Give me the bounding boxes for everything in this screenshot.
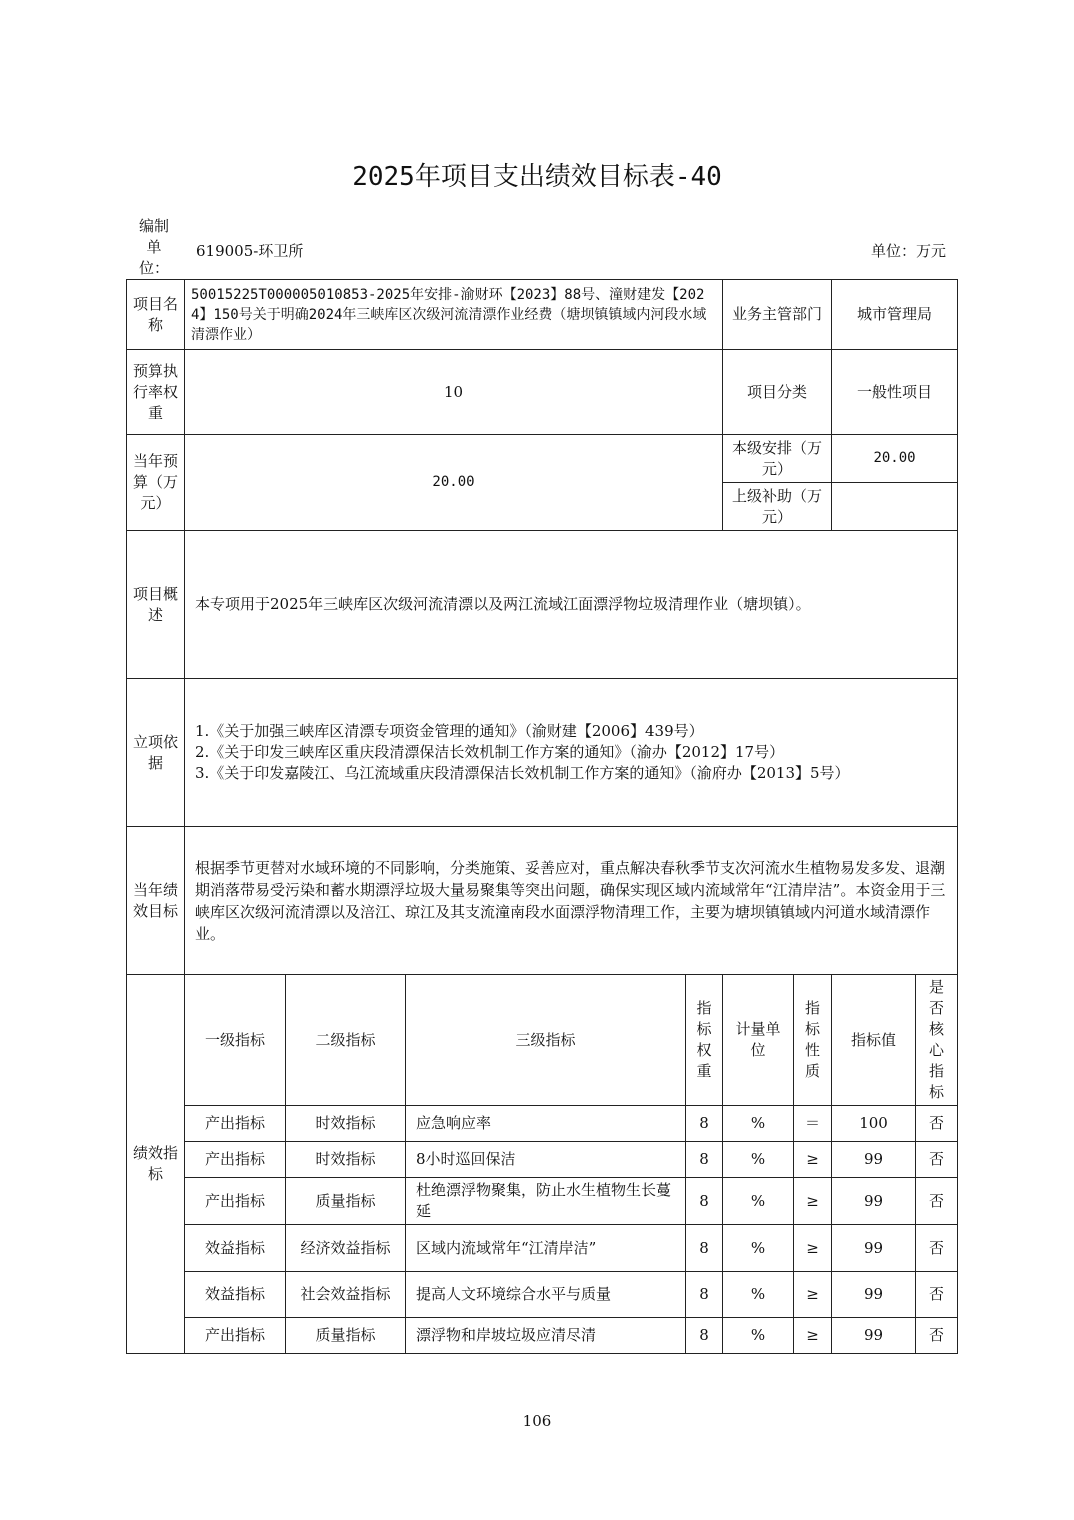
goal-label: 当年绩效目标 <box>127 827 185 975</box>
cell-weight: 8 <box>686 1225 723 1272</box>
cell-value: 100 <box>832 1106 916 1142</box>
cell-unit: % <box>723 1142 794 1178</box>
goal-text: 根据季节更替对水域环境的不同影响，分类施策、妥善应对，重点解决春秋季节支次河流水生植物易发多发、退潮期消落带易受污染和蓄水期漂浮垃圾大量易聚集等突出问题，确保实现区域内流域常年“江清岸洁”。本资金用于三峡库区次级河流清漂以及涪江、琼江及其支流潼南段水面漂浮物清理工作，主要为塘坝镇镇域内河道水域清漂作业。 <box>185 827 958 975</box>
header-core: 是否核心指标 <box>916 975 958 1106</box>
cell-weight: 8 <box>686 1272 723 1318</box>
cell-core: 否 <box>916 1318 958 1354</box>
header-weight: 指标权重 <box>686 975 723 1106</box>
cell-level3: 区域内流域常年“江清岸洁” <box>406 1225 686 1272</box>
cell-core: 否 <box>916 1225 958 1272</box>
cell-level3: 提高人文环境综合水平与质量 <box>406 1272 686 1318</box>
cell-value: 99 <box>832 1272 916 1318</box>
cell-core: 否 <box>916 1272 958 1318</box>
cell-nature: ≥ <box>794 1178 832 1225</box>
budget-label: 当年预算（万元） <box>127 435 185 531</box>
header-level3: 三级指标 <box>406 975 686 1106</box>
basis-list <box>185 679 958 827</box>
cell-level3: 杜绝漂浮物聚集，防止水生植物生长蔓延 <box>406 1178 686 1225</box>
cell-level3: 8小时巡回保洁 <box>406 1142 686 1178</box>
header-nature: 指标性质 <box>794 975 832 1106</box>
currency-unit: 单位：万元 <box>870 242 946 260</box>
basis-item: 2.《关于印发三峡库区重庆段清漂保洁长效机制工作方案的通知》（渝办【2012】17号） <box>195 743 785 761</box>
cell-unit: % <box>723 1106 794 1142</box>
cell-value: 99 <box>832 1178 916 1225</box>
upper-label: 上级补助（万元） <box>723 483 832 531</box>
table-row <box>127 1318 958 1354</box>
cell-level1: 效益指标 <box>185 1225 286 1272</box>
upper-value <box>832 483 958 531</box>
category-value: 一般性项目 <box>832 350 958 435</box>
cell-value: 99 <box>832 1225 916 1272</box>
cell-value: 99 <box>832 1318 916 1354</box>
cell-core: 否 <box>916 1142 958 1178</box>
table-row <box>127 1272 958 1318</box>
header-level2: 二级指标 <box>286 975 406 1106</box>
performance-table <box>126 279 958 1354</box>
cell-unit: % <box>723 1318 794 1354</box>
indicators-label: 绩效指标 <box>127 975 185 1354</box>
table-row <box>127 1178 958 1225</box>
cell-level3: 漂浮物和岸坡垃圾应清尽清 <box>406 1318 686 1354</box>
cell-core: 否 <box>916 1106 958 1142</box>
category-label: 项目分类 <box>723 350 832 435</box>
cell-level1: 产出指标 <box>185 1318 286 1354</box>
cell-core: 否 <box>916 1178 958 1225</box>
cell-level2: 经济效益指标 <box>286 1225 406 1272</box>
dept-label: 业务主管部门 <box>723 280 832 350</box>
header-unit: 计量单位 <box>723 975 794 1106</box>
page-number: 106 <box>522 1412 552 1430</box>
overview-label: 项目概述 <box>127 531 185 679</box>
basis-item: 1.《关于加强三峡库区清漂专项资金管理的通知》（渝财建【2006】439号） <box>195 722 704 740</box>
basis-label: 立项依据 <box>127 679 185 827</box>
cell-level1: 产出指标 <box>185 1142 286 1178</box>
table-row <box>127 1225 958 1272</box>
weight-label: 预算执行率权重 <box>127 350 185 435</box>
cell-nature: ≥ <box>794 1318 832 1354</box>
header-level1: 一级指标 <box>185 975 286 1106</box>
cell-weight: 8 <box>686 1318 723 1354</box>
cell-nature: ≥ <box>794 1272 832 1318</box>
cell-level2: 质量指标 <box>286 1178 406 1225</box>
cell-level1: 产出指标 <box>185 1178 286 1225</box>
overview-text: 本专项用于2025年三峡库区次级河流清漂以及两江流域江面漂浮物垃圾清理作业（塘坝镇）。 <box>185 531 958 679</box>
cell-level1: 产出指标 <box>185 1106 286 1142</box>
local-value: 20.00 <box>832 435 958 483</box>
unit-label: 编制单位： <box>138 217 169 277</box>
cell-level3: 应急响应率 <box>406 1106 686 1142</box>
budget-value: 20.00 <box>185 435 723 531</box>
cell-unit: % <box>723 1178 794 1225</box>
cell-weight: 8 <box>686 1142 723 1178</box>
cell-unit: % <box>723 1225 794 1272</box>
cell-weight: 8 <box>686 1178 723 1225</box>
cell-level2: 社会效益指标 <box>286 1272 406 1318</box>
local-label: 本级安排（万元） <box>723 435 832 483</box>
basis-item: 3.《关于印发嘉陵江、乌江流域重庆段清漂保洁长效机制工作方案的通知》（渝府办【2013】5号） <box>195 764 850 782</box>
dept-value: 城市管理局 <box>832 280 958 350</box>
unit-code: 619005-环卫所 <box>196 242 304 260</box>
cell-weight: 8 <box>686 1106 723 1142</box>
cell-nature: ≥ <box>794 1142 832 1178</box>
page-title: 2025年项目支出绩效目标表-40 <box>352 162 722 192</box>
cell-unit: % <box>723 1272 794 1318</box>
cell-nature: ≥ <box>794 1225 832 1272</box>
header-value: 指标值 <box>832 975 916 1106</box>
project-name: 50015225T000005010853-2025年安排-渝财环【2023】88号、潼财建发【2024】150号关于明确2024年三峡库区次级河流清漂作业经费（塘坝镇镇域内河段水域清漂作业） <box>185 280 723 350</box>
weight-value: 10 <box>185 350 723 435</box>
project-name-label: 项目名称 <box>127 280 185 350</box>
cell-level2: 时效指标 <box>286 1106 406 1142</box>
cell-value: 99 <box>832 1142 916 1178</box>
cell-level2: 时效指标 <box>286 1142 406 1178</box>
table-row <box>127 1106 958 1142</box>
cell-level1: 效益指标 <box>185 1272 286 1318</box>
table-row <box>127 1142 958 1178</box>
cell-nature: ＝ <box>794 1106 832 1142</box>
cell-level2: 质量指标 <box>286 1318 406 1354</box>
